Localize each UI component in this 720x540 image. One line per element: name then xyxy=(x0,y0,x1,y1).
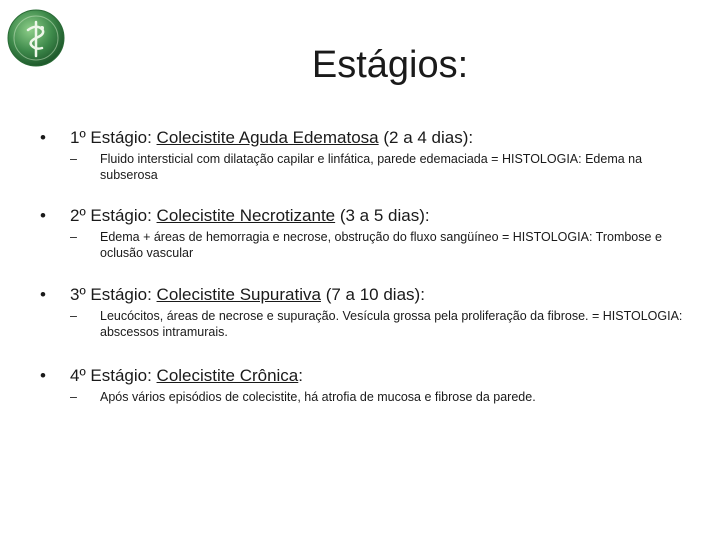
dash: – xyxy=(70,390,77,404)
stage-heading xyxy=(70,285,425,305)
slide-title: Estágios: xyxy=(311,44,469,86)
stage-duration: (7 a 10 dias): xyxy=(320,285,425,304)
stage-item-3 xyxy=(40,285,690,340)
stage-duration: : xyxy=(298,366,304,385)
stage-duration: (3 a 5 dias): xyxy=(335,206,430,225)
stage-prefix: 2º Estágio: xyxy=(70,206,157,225)
stage-item-4 xyxy=(40,366,690,405)
dash: – xyxy=(70,230,77,244)
stage-heading xyxy=(70,206,430,226)
stage-name: Colecistite Necrotizante xyxy=(156,206,336,225)
stage-prefix: 1º Estágio: xyxy=(70,128,157,147)
stage-heading xyxy=(70,128,473,148)
stage-name: Colecistite Aguda Edematosa xyxy=(156,128,379,147)
stage-duration: (2 a 4 dias): xyxy=(378,128,474,147)
stage-heading xyxy=(70,366,303,386)
stage-detail: Após vários episódios de colecistite, há atrofia de mucosa e fibrose da parede. xyxy=(100,390,536,404)
stage-item-1 xyxy=(40,128,690,183)
bullet: • xyxy=(40,128,46,147)
bullet: • xyxy=(40,366,46,385)
stage-item-2 xyxy=(40,206,690,261)
stage-name: Colecistite Supurativa xyxy=(156,285,321,304)
stage-detail: Fluido intersticial com dilatação capilar e linfática, parede edemaciada = HISTOLOGIA: Edema na subserosa xyxy=(100,152,643,182)
stage-detail: Leucócitos, áreas de necrose e supuração. Vesícula grossa pela proliferação da fibrose. = HISTOLOGIA: abscessos intramurais. xyxy=(100,309,683,339)
bullet: • xyxy=(40,285,46,304)
stage-detail: Edema + áreas de hemorragia e necrose, obstrução do fluxo sangüíneo = HISTOLOGIA: Trombose e oclusão vascular xyxy=(100,230,662,260)
stage-prefix: 3º Estágio: xyxy=(70,285,157,304)
stage-prefix: 4º Estágio: xyxy=(70,366,157,385)
dash: – xyxy=(70,309,77,323)
dash: – xyxy=(70,152,77,166)
bullet: • xyxy=(40,206,46,225)
stage-name: Colecistite Crônica xyxy=(156,366,299,385)
